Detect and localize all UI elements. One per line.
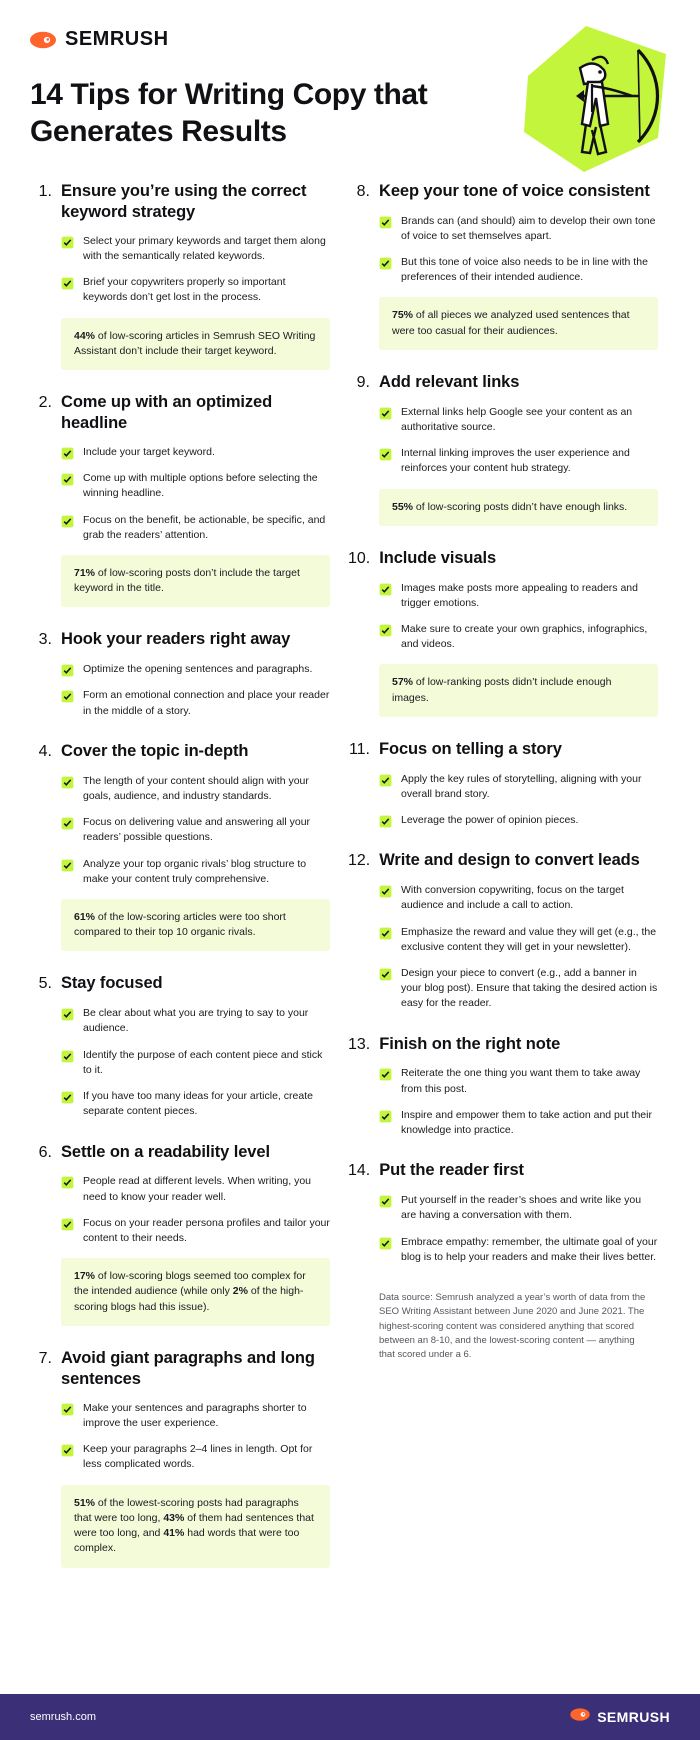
stat-callout [379, 297, 658, 349]
bullet-text: Come up with multiple options before selecting the winning headline. [83, 472, 318, 500]
bullet-item [61, 662, 330, 677]
tip-number: 12. [348, 852, 371, 870]
tip-title: Settle on a readability level [61, 1142, 270, 1161]
tips-column-right [348, 181, 658, 1590]
bullet-item [61, 471, 330, 501]
footer-url[interactable]: semrush.com [30, 1711, 97, 1723]
tip-bullets [61, 1174, 330, 1246]
stat-callout [379, 664, 658, 716]
tip-bullets [379, 1066, 658, 1138]
check-icon [61, 664, 74, 677]
bullet-item [61, 1006, 330, 1036]
footer-brand-logo [570, 1707, 670, 1727]
bullet-item [61, 1401, 330, 1431]
bullet-text: People read at different levels. When writing, you need to know your reader well. [83, 1175, 312, 1203]
stat-callout [61, 555, 330, 607]
bullet-item [61, 857, 330, 887]
check-icon [379, 774, 392, 787]
tip-number: 5. [38, 975, 52, 993]
bullet-text: Images make posts more appealing to readers and trigger emotions. [401, 581, 638, 609]
tip-heading [348, 1034, 658, 1056]
bullet-item [379, 622, 658, 652]
bullet-item [61, 1216, 330, 1246]
tip-number: 3. [38, 631, 52, 649]
bullet-item [379, 813, 658, 828]
stat-value: 55% [392, 500, 414, 513]
bullet-item [379, 214, 658, 244]
tip-title: Focus on telling a story [379, 739, 562, 758]
tip-number: 13. [348, 1035, 371, 1053]
tip-bullets [379, 883, 658, 1012]
bullet-text: External links help Google see your content as an authoritative source. [401, 405, 633, 433]
tip-heading [30, 1348, 330, 1390]
stat-text: of low-scoring posts didn’t have enough links. [413, 500, 628, 513]
bullet-item [61, 1089, 330, 1119]
stat-callout [61, 899, 330, 951]
check-icon [61, 817, 74, 830]
tip-number: 2. [38, 394, 52, 411]
semrush-logo-icon [570, 1707, 590, 1727]
bullet-text: But this tone of voice also needs to be in line with the preferences of their intended audience. [401, 256, 648, 284]
stat-text-mid: of them had sentences that were too long, and [74, 1511, 314, 1540]
tip-item [348, 181, 658, 350]
stat-value: 75% [392, 309, 414, 322]
tip-item [348, 739, 658, 828]
check-icon [61, 776, 74, 789]
tip-item [30, 741, 330, 952]
stat-text-end: of the high-scoring blogs had this issue). [74, 1285, 304, 1313]
tip-item [348, 548, 658, 717]
tip-item [30, 181, 330, 370]
bullet-item [61, 1048, 330, 1078]
bullet-item [61, 815, 330, 845]
stat-value-secondary: 2% [232, 1285, 248, 1298]
bullet-text: Focus on delivering value and answering all your readers’ possible questions. [83, 816, 311, 844]
bullet-item [379, 1235, 658, 1265]
bullet-item [61, 445, 330, 460]
bullet-item [61, 774, 330, 804]
tip-bullets [61, 1006, 330, 1119]
stat-value: 44% [74, 329, 96, 342]
stat-callout [61, 318, 330, 370]
header [0, 0, 700, 151]
stat-text: of low-scoring articles in Semrush SEO Writing Assistant don’t include their target keyword. [74, 329, 316, 357]
check-icon [61, 1176, 74, 1189]
tip-title: Come up with an optimized headline [61, 393, 273, 432]
tip-bullets [61, 774, 330, 887]
tip-heading [30, 973, 330, 995]
stat-value: 51% [74, 1496, 96, 1509]
tip-item [348, 372, 658, 526]
footer [0, 1694, 700, 1740]
bullet-text: Reiterate the one thing you want them to take away from this post. [401, 1067, 641, 1095]
tip-title: Add relevant links [379, 372, 520, 391]
tips-columns [0, 151, 700, 1590]
bullet-text: Design your piece to convert (e.g., add a banner in your blog post). Ensure that taking the desired action is easy for the reader. [401, 967, 658, 1010]
check-icon [379, 1195, 392, 1208]
tip-number: 7. [38, 1349, 52, 1367]
bullet-text: Form an emotional connection and place your reader in the middle of a story. [83, 689, 330, 717]
tip-title: Cover the topic in-depth [61, 741, 249, 760]
semrush-logo-icon [30, 30, 56, 50]
stat-text: of low-scoring blogs seemed too complex for the intended audience (while only [74, 1270, 306, 1298]
tip-title: Finish on the right note [379, 1034, 561, 1053]
bullet-text: If you have too many ideas for your article, create separate content pieces. [83, 1090, 313, 1118]
tip-title: Keep your tone of voice consistent [379, 181, 650, 200]
bullet-item [379, 883, 658, 913]
tips-column-left [30, 181, 330, 1590]
tip-heading [30, 181, 330, 223]
check-icon [379, 927, 392, 940]
check-icon [379, 815, 392, 828]
stat-text-end: had words that were too complex. [74, 1527, 300, 1555]
tip-bullets [379, 214, 658, 286]
stat-text: of low-ranking posts didn’t include enough images. [392, 676, 612, 704]
bullet-text: Focus on the benefit, be actionable, be specific, and grab the readers’ attention. [83, 513, 326, 541]
bullet-text: Leverage the power of opinion pieces. [401, 814, 579, 827]
check-icon [61, 1218, 74, 1231]
bullet-text: Optimize the opening sentences and paragraphs. [83, 663, 313, 676]
tip-heading [348, 1160, 658, 1182]
bullet-text: Emphasize the reward and value they will get (e.g., the exclusive content they will get in your newsletter). [401, 925, 657, 953]
check-icon [379, 583, 392, 596]
stat-callout [61, 1485, 330, 1568]
stat-value-secondary: 43% [163, 1511, 185, 1524]
check-icon [379, 968, 392, 981]
tip-title: Hook your readers right away [61, 630, 291, 649]
bullet-text: Internal linking improves the user experience and reinforces your content hub strategy. [401, 447, 630, 475]
bullet-text: Inspire and empower them to take action and put their knowledge into practice. [401, 1108, 652, 1137]
tip-item [30, 1348, 330, 1568]
bullet-item [379, 925, 658, 955]
bullet-item [379, 966, 658, 1012]
bullet-text: Focus on your reader persona profiles and tailor your content to their needs. [83, 1216, 330, 1244]
tip-bullets [61, 662, 330, 719]
tip-item [348, 850, 658, 1011]
check-icon [61, 1444, 74, 1457]
stat-value: 61% [74, 911, 96, 923]
bullet-text: Brands can (and should) aim to develop their own tone of voice to set themselves apart. [401, 214, 656, 242]
bullet-item [61, 688, 330, 718]
bullet-text: The length of your content should align with your goals, audience, and industry standards. [83, 774, 309, 802]
stat-value: 57% [392, 676, 414, 689]
tip-number: 10. [348, 549, 371, 567]
bullet-text: Embrace empathy: remember, the ultimate goal of your blog is to help your readers and make their lives better. [401, 1235, 658, 1263]
tip-number: 14. [348, 1162, 371, 1180]
bullet-text: Analyze your top organic rivals’ blog structure to make your content truly comprehensive. [83, 857, 307, 885]
bullet-item [379, 446, 658, 476]
bullet-item [61, 1442, 330, 1472]
check-icon [61, 473, 74, 486]
tip-item [30, 629, 330, 718]
tip-heading [348, 181, 658, 203]
tip-title: Write and design to convert leads [379, 851, 640, 870]
bullet-item [379, 772, 658, 802]
bullet-text: Brief your copywriters properly so important keywords don’t get lost in the process. [83, 276, 286, 304]
tip-heading [348, 372, 658, 394]
bullet-text: Include your target keyword. [83, 445, 215, 458]
tip-item [348, 1034, 658, 1139]
archer-illustration [488, 20, 678, 180]
check-icon [379, 216, 392, 229]
tip-item [30, 1142, 330, 1326]
bullet-text: Put yourself in the reader’s shoes and write like you are having a conversation with them. [401, 1194, 642, 1222]
tip-item [30, 973, 330, 1119]
stat-callout [61, 1258, 330, 1326]
tip-heading [30, 1142, 330, 1164]
tip-bullets [61, 1401, 330, 1473]
stat-callout [379, 489, 658, 526]
stat-text: of all pieces we analyzed used sentences that were too casual for their audiences. [392, 309, 630, 337]
check-icon [61, 1008, 74, 1021]
tip-bullets [61, 445, 330, 543]
bullet-item [379, 581, 658, 611]
stat-value: 17% [74, 1270, 96, 1283]
bullet-item [379, 405, 658, 435]
bullet-text: Select your primary keywords and target them along with the semantically related keywords. [83, 234, 326, 262]
bullet-text: With conversion copywriting, focus on the target audience and include a call to action. [401, 884, 624, 912]
tip-bullets [379, 772, 658, 829]
tip-item [348, 1160, 658, 1265]
bullet-item [379, 255, 658, 285]
footer-brand-name: SEMRUSH [597, 1709, 670, 1725]
tip-number: 1. [38, 182, 52, 200]
check-icon [379, 1237, 392, 1250]
tip-item [30, 392, 330, 607]
bullet-text: Make sure to create your own graphics, infographics, and videos. [401, 623, 648, 651]
tip-heading [30, 741, 330, 763]
check-icon [61, 1050, 74, 1063]
bullet-item [61, 513, 330, 543]
check-icon [61, 859, 74, 872]
tip-title: Avoid giant paragraphs and long sentences [61, 1348, 315, 1388]
source-note: Data source: Semrush analyzed a year’s worth of data from the SEO Writing Assistant between June 2020 and June 2021. The highest-scoring content was considered anything that scored between an 8-10, and the lowest-scoring content — anything that scored under a 6. [379, 1292, 646, 1361]
tip-title: Put the reader first [379, 1161, 524, 1180]
tip-title: Ensure you’re using the correct keyword strategy [61, 181, 307, 221]
tip-bullets [379, 581, 658, 653]
tip-number: 6. [38, 1143, 52, 1161]
bullet-item [61, 275, 330, 305]
tip-heading [348, 548, 658, 570]
bullet-item [379, 1066, 658, 1096]
tip-bullets [379, 1193, 658, 1265]
bullet-item [379, 1193, 658, 1223]
check-icon [379, 407, 392, 420]
check-icon [61, 690, 74, 703]
tip-number: 11. [348, 740, 370, 758]
check-icon [379, 1110, 392, 1123]
check-icon [61, 277, 74, 290]
bullet-text: Make your sentences and paragraphs shorter to improve the user experience. [83, 1401, 307, 1429]
tip-heading [348, 739, 658, 761]
brand-name: SEMRUSH [65, 28, 169, 50]
stat-text: of the low-scoring articles were too short compared to their top 10 organic rivals. [74, 911, 286, 939]
bullet-item [61, 1174, 330, 1204]
bullet-text: Be clear about what you are trying to say to your audience. [83, 1007, 309, 1035]
stat-value: 71% [74, 567, 96, 579]
stat-text: of low-scoring posts don’t include the target keyword in the title. [74, 567, 300, 595]
check-icon [61, 447, 74, 460]
stat-text: of the lowest-scoring posts had paragraphs that were too long, [74, 1496, 299, 1524]
tip-heading [348, 850, 658, 872]
tip-bullets [379, 405, 658, 477]
tip-bullets [61, 234, 330, 306]
tip-number: 9. [356, 373, 370, 391]
bullet-text: Keep your paragraphs 2–4 lines in length. Opt for less complicated words. [83, 1443, 313, 1471]
bullet-item [61, 234, 330, 264]
check-icon [61, 1403, 74, 1416]
check-icon [61, 1091, 74, 1104]
tip-title: Include visuals [379, 548, 497, 567]
bullet-item [379, 1108, 658, 1138]
check-icon [379, 257, 392, 270]
check-icon [61, 515, 74, 528]
page-title: 14 Tips for Writing Copy that Generates Results [30, 78, 428, 148]
bottom-spacer [0, 1590, 700, 1606]
check-icon [379, 448, 392, 461]
check-icon [379, 885, 392, 898]
bullet-text: Apply the key rules of storytelling, aligning with your overall brand story. [401, 772, 642, 800]
bullet-text: Identify the purpose of each content piece and stick to it. [83, 1048, 323, 1076]
check-icon [379, 624, 392, 637]
tip-title: Stay focused [61, 974, 163, 993]
check-icon [379, 1068, 392, 1081]
tip-heading [30, 629, 330, 651]
tip-heading [30, 392, 330, 434]
tip-number: 4. [38, 742, 52, 760]
check-icon [61, 236, 74, 249]
stat-value-tertiary: 41% [163, 1527, 185, 1540]
tip-number: 8. [356, 182, 370, 200]
